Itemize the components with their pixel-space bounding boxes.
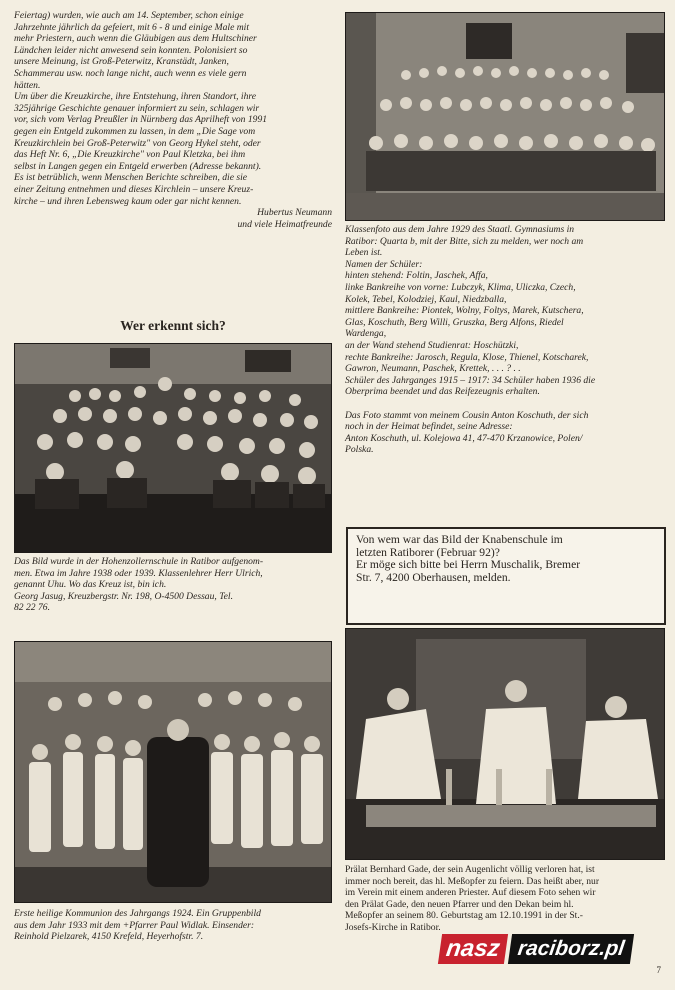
school-caption-line: Das Bild wurde in der Hohenzollernschule in Ratibor aufgenom- <box>14 556 264 567</box>
school-photo-image <box>15 344 331 552</box>
gymnasium-class-photo <box>345 12 665 221</box>
intro-line: mehr Priestern, auch wenn die Gläubigen aus dem Hultschiner <box>14 33 257 45</box>
watermark-logo <box>440 930 660 970</box>
school-caption-line: genannt Uhu. Wo das Kreuz ist, bin ich. <box>14 579 167 591</box>
class-caption-line: Klassenfoto aus dem Jahre 1929 des Staatl. Gymnasiums in <box>345 224 575 235</box>
class-caption-line <box>345 398 665 410</box>
intro-line: Feiertag) wurden, wie auch am 14. September, schon einige <box>14 10 244 21</box>
notice-line: Str. 7, 4200 Oberhausen, melden. <box>356 570 511 584</box>
class-caption-line: noch in der Heimat befindet, seine Adresse: <box>345 421 513 433</box>
class-caption-line: Oberprima beendet und das Reifezeugnis erhalten. <box>345 386 540 398</box>
class-caption-line: Wardenga, <box>345 328 387 340</box>
class-caption-line: Anton Koschuth, ul. Kolejowa 41, 47-470 Krzanowice, Polen/ <box>345 432 583 444</box>
intro-line: Um über die Kreuzkirche, ihre Entstehung, ihren Standort, ihre <box>14 91 257 103</box>
class-caption-line: Polska. <box>345 444 374 456</box>
mass-photo-image <box>346 629 664 859</box>
signature-group: und viele Heimatfreunde <box>237 218 332 230</box>
communion-caption-line: Erste heilige Kommunion des Jahrgangs 1924. Ein Gruppenbild <box>14 908 261 919</box>
mass-caption-line: immer noch bereit, das hl. Meßopfer zu feiern. Das heißt aber, nur <box>345 875 600 887</box>
communion-photo-image <box>15 642 331 902</box>
class-caption-line: Glas, Koschuth, Berg Willi, Gruszka, Berg Alfons, Riedel <box>345 316 564 328</box>
intro-line: das Heft Nr. 6, „Die Kreuzkirche" von Paul Kletzka, bei ihm <box>14 149 246 161</box>
mass-caption-line: Prälat Bernhard Gade, der sein Augenlicht völlig verloren hat, ist <box>345 864 595 875</box>
signature-name: Hubertus Neumann <box>257 207 332 219</box>
intro-line: Kreuzkirchlein bei Groß-Peterwitz" von Georg Hykel steht, oder <box>14 137 261 149</box>
intro-line: Ländchen leider nicht anwesend sein konnten. Polonisiert so <box>14 44 248 56</box>
class-caption-line: Das Foto stammt von meinem Cousin Anton Koschuth, der sich <box>345 409 589 421</box>
intro-line: Jahrzehnte jährlich da gefeiert, mit 6 - 8 und einige Male mit <box>14 21 250 33</box>
notice-line: letzten Ratiborer (Februar 92)? <box>356 545 500 559</box>
communion-photo-caption <box>14 908 332 943</box>
school-class-photo <box>14 343 332 553</box>
mass-caption-line: den Prälat Gade, den neuen Pfarrer und den Dekan beim hl. <box>345 898 574 910</box>
school-caption-line: 82 22 76. <box>14 602 50 614</box>
intro-line: kirche – und ihren Lebensweg kaum oder gar nicht kennen. <box>14 195 242 207</box>
class-caption-line: Ratibor: Quarta b, mit der Bitte, sich zu melden, wer noch am <box>345 235 584 247</box>
intro-line: gegen ein Entgeld zukommen zu lassen, in dem „Die Sage vom <box>14 125 256 137</box>
mass-caption-line: Meßopfer an seinem 80. Geburtstag am 12.10.1991 in der St.- <box>345 910 583 922</box>
mass-caption-line: im Verein mit einem anderen Priester. Auf diesem Foto sehen wir <box>345 887 596 899</box>
mass-photo <box>345 628 665 860</box>
intro-line: vor, sich vom Verlag Preußler in Nürnberg das Aprilheft von 1991 <box>14 114 268 126</box>
intro-line: selbst in Langen gegen ein Entgeld erwerben (Adresse bekannt). <box>14 160 262 172</box>
notice-line: Er möge sich bitte bei Herrn Muschalik, Bremer <box>356 558 581 572</box>
class-caption-line: an der Wand stehend Studienrat: Hoschützki, <box>345 339 519 351</box>
notice-line: Von wem war das Bild der Knabenschule im <box>356 533 563 546</box>
intro-line: Es ist betrüblich, wenn Menschen Berichte schreiben, die sie <box>14 172 248 184</box>
class-caption-line: rechte Bankreihe: Jarosch, Regula, Klose, Thienel, Kotscharek, <box>345 351 589 363</box>
gymnasium-photo-caption <box>345 224 665 456</box>
communion-caption-line: aus dem Jahr 1933 mit dem +Pfarrer Paul Widlak. Einsender: <box>14 919 255 931</box>
page-number: 7 <box>656 965 661 975</box>
class-caption-line: Gawron, Neumann, Paschek, Krettek, . . . ? . . <box>345 363 521 375</box>
class-caption-line: mittlere Bankreihe: Piontek, Wolny, Foltys, Marek, Kutschera, <box>345 305 584 317</box>
intro-text <box>14 10 332 207</box>
class-caption-line: Namen der Schüler: <box>345 258 423 270</box>
class-caption-line: linke Bankreihe von vorne: Lubczyk, Klima, Uliczka, Czech, <box>345 281 576 293</box>
intro-line: Schammerau usw. noch lange nicht, auch wenn es viele gern <box>14 67 247 79</box>
school-caption-line: men. Etwa im Jahre 1938 oder 1939. Klassenlehrer Herr Ulrich, <box>14 567 263 579</box>
school-photo-caption <box>14 556 332 614</box>
class-caption-line: Leben ist. <box>345 247 383 259</box>
communion-group-photo <box>14 641 332 903</box>
gymnasium-photo-image <box>346 13 664 220</box>
notice-box <box>346 527 666 625</box>
class-caption-line: Kolek, Tebel, Kolodziej, Kaul, Niedzballa, <box>345 293 507 305</box>
communion-caption-line: Reinhold Pielzarek, 4150 Krefeld, Heyerhofstr. 7. <box>14 931 204 943</box>
mass-photo-caption <box>345 864 665 934</box>
class-caption-line: Schüler des Jahrganges 1915 – 1917: 34 Schüler haben 1936 die <box>345 374 596 386</box>
mass-caption-line: Josefs-Kirche in Ratibor. <box>345 921 441 933</box>
intro-line: 325jährige Geschichte genauer informiert zu sein, schlagen wir <box>14 102 260 114</box>
watermark-part-2: raciborz.pl <box>508 934 634 964</box>
left-column <box>14 10 332 230</box>
section-heading: Wer erkennt sich? <box>120 318 226 333</box>
watermark-part-1: nasz <box>438 934 508 964</box>
school-caption-line: Georg Jasug, Kreuzbergstr. Nr. 198, O-4500 Dessau, Tel. <box>14 590 233 602</box>
intro-line: unsere Meinung, ist Groß-Peterwitz, Kranstädt, Janken, <box>14 56 229 68</box>
class-caption-line: hinten stehend: Foltin, Jaschek, Affa, <box>345 270 488 282</box>
intro-line: hätten. <box>14 79 41 91</box>
intro-line: einer Zeitung entnehmen und dieses Kirchlein – unsere Kreuz- <box>14 183 254 195</box>
